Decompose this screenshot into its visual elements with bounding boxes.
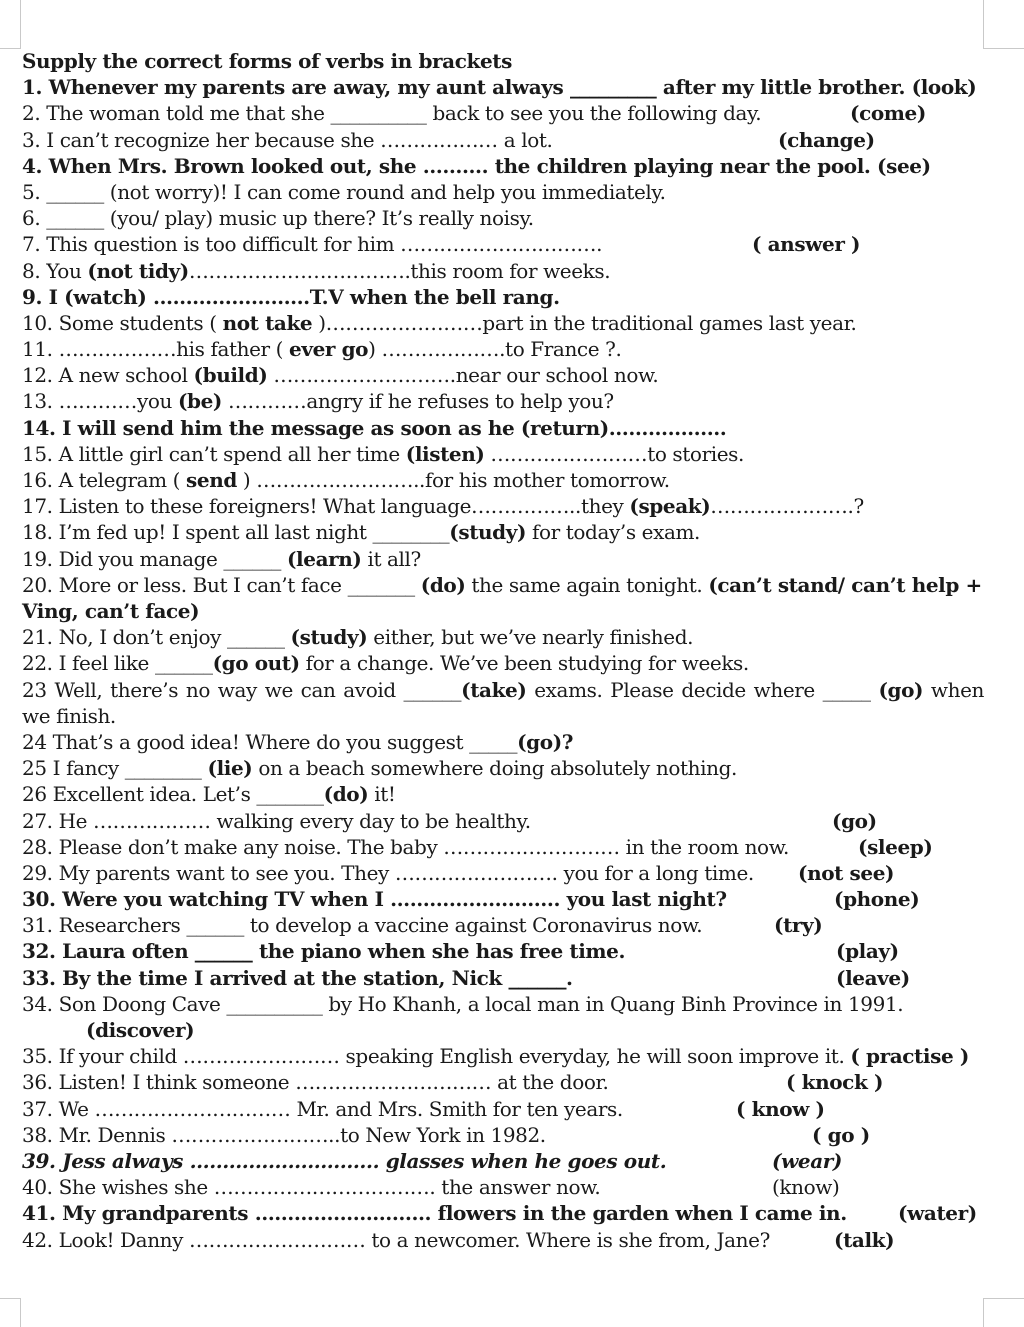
exercise-item-11: 11. ………………his father ( ever go) ……………….to France ?. <box>22 337 622 362</box>
exercise-item-5: 5. ______ (not worry)! I can come round and help you immediately. <box>22 179 666 204</box>
exercise-item-39: 39. Jess always ……………………….. glasses when he goes out. (wear) <box>22 1148 842 1173</box>
exercise-item-18: 18. I’m fed up! I spent all last night ________(study) for today’s exam. <box>22 520 701 545</box>
exercise-item-8: 8. You (not tidy)…………………………….this room for weeks. <box>22 258 611 283</box>
exercise-item-42: 42. Look! Danny ……………………… to a newcomer. Where is she from, Jane? (talk) <box>22 1227 895 1252</box>
exercise-item-6: 6. ______ (you/ play) music up there? It’s really noisy. <box>22 206 534 231</box>
exercise-item-26: 26 Excellent idea. Let’s _______(do) it! <box>22 782 396 807</box>
worksheet-title: Supply the correct forms of verbs in brackets <box>22 49 512 73</box>
exercise-item-41: 41. My grandparents ……………………… flowers in the garden when I came in. (water) <box>22 1201 977 1226</box>
exercise-item-22: 22. I feel like ______(go out) for a change. We’ve been studying for weeks. <box>22 651 749 676</box>
exercise-item-9: 9. I (watch) ……………………T.V when the bell rang. <box>22 284 560 309</box>
exercise-item-33: 33. By the time I arrived at the station, Nick ______. (leave) <box>22 965 910 990</box>
page-corner-mark <box>983 0 1024 49</box>
exercise-item-25: 25 I fancy ________ (lie) on a beach somewhere doing absolutely nothing. <box>22 756 737 781</box>
exercise-item-12: 12. A new school (build) ……………………….near our school now. <box>22 363 659 388</box>
exercise-item-15: 15. A little girl can’t spend all her time (listen) ……………………to stories. <box>22 441 744 466</box>
exercise-item-40: 40. She wishes she ……………………………. the answer now. (know) <box>22 1175 840 1200</box>
exercise-item-38: 38. Mr. Dennis ……………………..to New York in 1982. ( go ) <box>22 1122 870 1147</box>
exercise-item-37: 37. We ………………………… Mr. and Mrs. Smith for ten years. ( know ) <box>22 1096 825 1121</box>
exercise-item-20: 20. More or less. But I can’t face _______ (do) the same again tonight. (can’t stand/ can’t help + Ving, can’t face) <box>22 572 982 623</box>
exercise-item-3: 3. I can’t recognize her because she ……………… a lot. (change) <box>22 127 875 152</box>
exercise-item-17: 17. Listen to these foreigners! What language……………..they (speak)………………….? <box>22 494 864 519</box>
exercise-item-1: 1. Whenever my parents are away, my aunt always _________ after my little brother. (look) <box>22 75 977 100</box>
worksheet <box>22 48 984 1253</box>
exercise-item-29: 29. My parents want to see you. They ……………………. you for a long time. (not see) <box>22 860 895 885</box>
exercise-item-27: 27. He ……………… walking every day to be healthy. (go) <box>22 808 877 833</box>
exercise-item-4: 4. When Mrs. Brown looked out, she ………. the children playing near the pool. (see) <box>22 153 931 178</box>
exercise-item-24: 24 That’s a good idea! Where do you suggest _____(go)? <box>22 729 574 754</box>
page-corner-mark <box>0 1298 21 1327</box>
exercise-item-21: 21. No, I don’t enjoy ______ (study) either, but we’ve nearly finished. <box>22 625 694 650</box>
exercise-item-7: 7. This question is too difficult for him …………………………. ( answer ) <box>22 232 861 257</box>
exercise-item-2: 2. The woman told me that she __________ back to see you the following day. (come) <box>22 101 926 126</box>
exercise-item-35: 35. If your child …………………… speaking English everyday, he will soon improve it. ( practise ) <box>22 1044 969 1069</box>
exercise-item-10: 10. Some students ( not take )……………………part in the traditional games last year. <box>22 310 857 335</box>
exercise-item-34-hint: (discover) <box>86 1018 195 1042</box>
exercise-item-13: 13. …………you (be) …………angry if he refuses to help you? <box>22 389 614 414</box>
exercise-item-28: 28. Please don’t make any noise. The baby ……………………… in the room now. (sleep) <box>22 834 933 859</box>
exercise-item-30: 30. Were you watching TV when I …………………….. you last night? (phone) <box>22 887 920 912</box>
page-corner-mark <box>0 0 21 49</box>
page-corner-mark <box>983 1298 1024 1327</box>
exercise-item-16: 16. A telegram ( send ) ……………………..for his mother tomorrow. <box>22 468 670 492</box>
exercise-item-36: 36. Listen! I think someone ………………………… at the door. ( knock ) <box>22 1070 884 1095</box>
exercise-item-34: 34. Son Doong Cave __________ by Ho Khanh, a local man in Quang Binh Province in 1991. <box>22 991 904 1016</box>
exercise-item-31: 31. Researchers ______ to develop a vaccine against Coronavirus now. (try) <box>22 913 823 938</box>
exercise-item-23: 23 Well, there’s no way we can avoid ______(take) exams. Please decide where _____ (go) when we finish. <box>22 677 984 728</box>
exercise-item-32: 32. Laura often ______ the piano when she has free time. (play) <box>22 939 899 964</box>
exercise-item-14: 14. I will send him the message as soon as he (return)……………… <box>22 415 727 440</box>
exercise-item-19: 19. Did you manage ______ (learn) it all? <box>22 546 421 571</box>
